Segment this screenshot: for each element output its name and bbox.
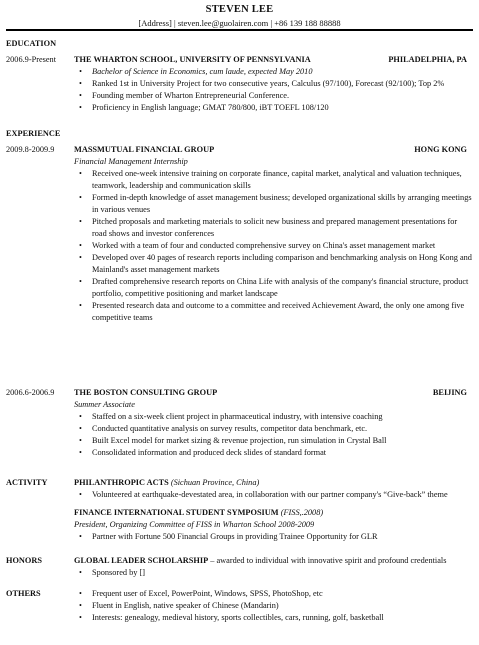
job-bullets (74, 168, 473, 324)
list-item: • Proficiency in English language; GMAT 780/800, iBT TOEFL 108/120 (74, 102, 473, 114)
list-item: • Built Excel model for market sizing & revenue projection, run simulation in Crystal Ball (74, 435, 473, 447)
activity-bullets (74, 489, 473, 501)
activity-location: (Sichuan Province, China) (170, 478, 260, 487)
company-name: MASSMUTUAL FINANCIAL GROUP (74, 145, 215, 154)
list-item: • Pitched proposals and marketing materials to solicit new business and prepared management presentations for road shows and investor conferences (74, 216, 473, 240)
list-item: • Developed over 40 pages of research reports including comparison and benchmarking analysis on Hong Kong and Mainland's asset management markets (74, 252, 473, 276)
others-bullets (74, 588, 473, 624)
list-item: • Sponsored by [] (74, 567, 473, 579)
school-location: PHILADELPHIA, PA (388, 55, 467, 64)
section-label-experience: EXPERIENCE (6, 129, 61, 138)
list-item: • Staffed on a six-week client project in pharmaceutical industry, with intensive coaching (74, 411, 473, 423)
job-title-line (74, 387, 473, 399)
candidate-name: STEVEN LEE (205, 4, 274, 15)
company-location: BEIJING (432, 388, 467, 397)
section-label-education: EDUCATION (6, 39, 57, 48)
section-label-others: OTHERS (6, 589, 41, 598)
honor-bullets (74, 567, 473, 579)
school-name: THE WHARTON SCHOOL, UNIVERSITY OF PENNSYLVANIA (74, 55, 311, 64)
list-item: • Presented research data and outcome to a committee and received Achievement Award, the only one among five competitive teams (74, 300, 473, 324)
contact-line: [Address] | steven.lee@guolairen.com | +86 139 188 88888 (138, 18, 341, 29)
activity-title (74, 507, 473, 519)
activity-year: (FISS,.2008) (280, 508, 324, 518)
honor-title: GLOBAL LEADER SCHOLARSHIP (74, 556, 209, 565)
list-item: • Fluent in English, native speaker of Chinese (Mandarin) (74, 600, 473, 612)
activity-bullets (74, 531, 473, 543)
activity-role: President, Organizing Committee of FISS in Wharton School 2008-2009 (74, 520, 315, 530)
list-item: • Received one-week intensive training on corporate finance, capital market, analytical and valuation techniques, teamwork, leadership and communication skills (74, 168, 473, 192)
education-title-line (74, 54, 473, 66)
company-location: HONG KONG (414, 145, 467, 154)
list-item: • Volunteered at earthquake-devestated area, in collaboration with our partner company's “Give-back” theme (74, 489, 473, 501)
list-item: • Founding member of Wharton Entrepreneurial Conference. (74, 90, 473, 102)
education-date: 2006.9-Present (6, 55, 57, 64)
honor-title-line (74, 555, 473, 567)
activity-name: FINANCE INTERNATIONAL STUDENT SYMPOSIUM (74, 508, 279, 518)
list-item: • Partner with Fortune 500 Financial Groups in providing Trainee Opportunity for GLR (74, 531, 473, 543)
job-date: 2009.8-2009.9 (6, 145, 55, 154)
job-title-line (74, 144, 473, 156)
activity-name: PHILANTHROPIC ACTS (74, 478, 169, 487)
education-bullets (74, 66, 473, 114)
list-item: • Conducted quantitative analysis on survey results, competitor data benchmark, etc. (74, 423, 473, 435)
list-item: • Ranked 1st in University Project for two consecutive years, Calculus (97/100), Forecast (92/100); Top 2% (74, 78, 473, 90)
list-item: • Bachelor of Science in Economics, cum laude, expected May 2010 (74, 66, 473, 78)
job-date: 2006.6-2006.9 (6, 388, 55, 397)
activity-title (74, 477, 473, 489)
section-label-activity: ACTIVITY (6, 478, 48, 487)
honor-description: – awarded to individual with innovative spirit and profound credentials (208, 556, 447, 565)
header-rule (6, 29, 473, 31)
job-role: Summer Associate (74, 400, 135, 410)
job-bullets (74, 411, 473, 459)
company-name: THE BOSTON CONSULTING GROUP (74, 388, 218, 397)
list-item: • Frequent user of Excel, PowerPoint, Windows, SPSS, PhotoShop, etc (74, 588, 473, 600)
list-item: • Drafted comprehensive research reports on China Life with analysis of the company's financial structure, product portfolio, competitive positioning and market landscape (74, 276, 473, 300)
job-role: Financial Management Internship (74, 157, 188, 167)
list-item: • Consolidated information and produced deck slides of standard format (74, 447, 473, 459)
list-item: • Formed in-depth knowledge of asset management business; developed organizational skills by arranging meetings in various venues (74, 192, 473, 216)
list-item: • Interests: genealogy, medieval history, sports collectibles, cars, running, golf, basketball (74, 612, 473, 624)
section-label-honors: HONORS (6, 556, 42, 565)
list-item: • Worked with a team of four and conducted comprehensive survey on China's asset management market (74, 240, 473, 252)
resume-header (0, 0, 479, 30)
